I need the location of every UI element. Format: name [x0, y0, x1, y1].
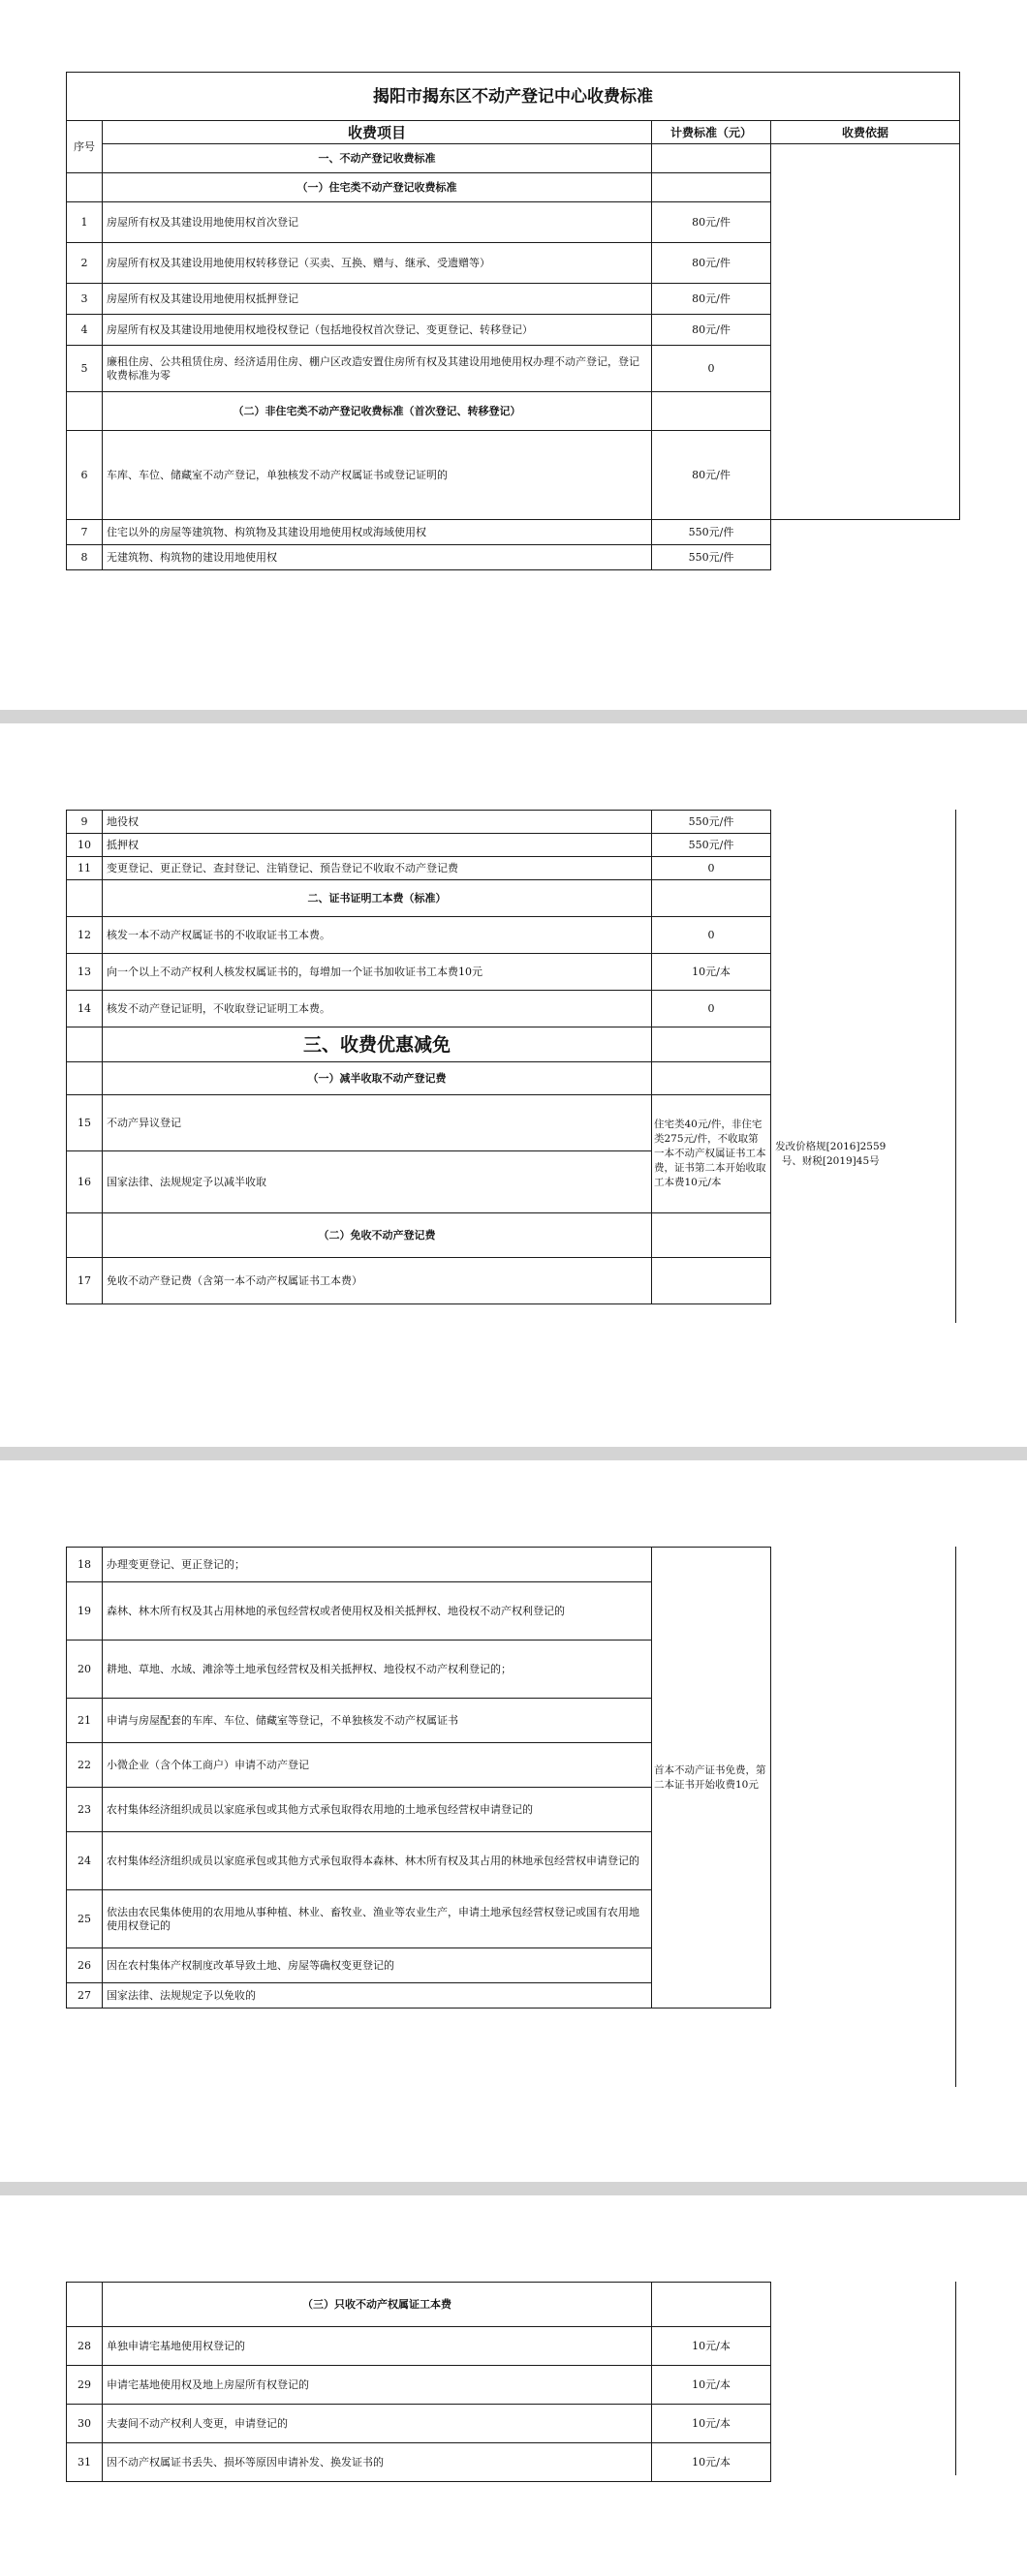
empty-cell	[652, 1062, 771, 1095]
table-row: 8 无建筑物、构筑物的建设用地使用权 550元/件	[67, 545, 960, 570]
page-separator	[0, 710, 1027, 723]
table-row: 18 办理变更登记、更正登记的； 首本不动产证书免费，第二本证书开始收费10元	[67, 1548, 890, 1582]
column-line	[955, 1547, 956, 2087]
header-no: 序号	[67, 121, 103, 173]
fee-table-part3	[66, 1547, 890, 2009]
page-separator	[0, 2182, 1027, 2195]
empty-cell	[652, 1027, 771, 1062]
free-fee-standard: 首本不动产证书免费，第二本证书开始收费10元	[652, 1548, 771, 2009]
page-separator	[0, 1447, 1027, 1460]
subsection-heading: （三）只收不动产权属证工本费	[103, 2283, 652, 2327]
table-row: 22 小微企业（含个体工商户）申请不动产登记	[67, 1743, 890, 1788]
table-row: 9 地役权 550元/件	[67, 811, 890, 834]
table-row: 1 房屋所有权及其建设用地使用权首次登记 80元/件	[67, 202, 960, 243]
empty-cell	[67, 1062, 103, 1095]
empty-cell	[67, 1027, 103, 1062]
table-row: 20 耕地、草地、水域、滩涂等土地承包经营权及相关抵押权、地役权不动产权利登记的；	[67, 1641, 890, 1699]
table-row: 30 夫妻间不动产权利人变更，申请登记的 10元/本	[67, 2405, 771, 2443]
fee-basis: 发改价格规[2016]2559号、财税[2019]45号	[775, 1140, 887, 1167]
table-row: 27 国家法律、法规规定予以免收的	[67, 1983, 890, 2009]
half-fee-standard: 住宅类40元/件，非住宅类275元/件，不收取第一本不动产权属证书工本费，证书第二本开始收取工本费10元/本	[652, 1095, 771, 1213]
table-row: 17 免收不动产登记费（含第一本不动产权属证书工本费）	[67, 1258, 890, 1304]
table-row: 16 国家法律、法规规定予以减半收取	[67, 1151, 890, 1213]
subsection-heading: （二）非住宅类不动产登记收费标准（首次登记、转移登记）	[103, 392, 652, 431]
basis-cell	[771, 144, 960, 520]
table-row: 10 抵押权 550元/件	[67, 834, 890, 857]
table-row: 13 向一个以上不动产权利人核发权属证书的，每增加一个证书加收证书工本费10元 10元/本	[67, 954, 890, 991]
subsection-heading: （一）减半收取不动产登记费	[103, 1062, 652, 1095]
table-row: 31 因不动产权属证书丢失、损坏等原因申请补发、换发证书的 10元/本	[67, 2443, 771, 2482]
table-row: 28 单独申请宅基地使用权登记的 10元/本	[67, 2327, 771, 2366]
table-row: 19 森林、林木所有权及其占用林地的承包经营权或者使用权及相关抵押权、地役权不动产权利登记的	[67, 1582, 890, 1641]
table-row: 24 农村集体经济组织成员以家庭承包或其他方式承包取得本森林、林木所有权及其占用的林地承包经营权申请登记的	[67, 1832, 890, 1890]
table-row: 21 申请与房屋配套的车库、车位、储藏室等登记，不单独核发不动产权属证书	[67, 1699, 890, 1743]
table-row: 23 农村集体经济组织成员以家庭承包或其他方式承包取得农用地的土地承包经营权申请登记的	[67, 1788, 890, 1832]
empty-cell	[67, 1213, 103, 1258]
section-heading: 一、不动产登记收费标准	[103, 144, 652, 173]
empty-cell	[652, 144, 771, 173]
empty-cell	[652, 1258, 771, 1304]
header-standard: 计费标准（元）	[652, 121, 771, 144]
empty-cell	[652, 1213, 771, 1258]
empty-cell	[652, 392, 771, 431]
table-row: 26 因在农村集体产权制度改革导致土地、房屋等确权变更登记的	[67, 1948, 890, 1983]
subsection-heading: （二）免收不动产登记费	[103, 1213, 652, 1258]
table-row: 3 房屋所有权及其建设用地使用权抵押登记 80元/件	[67, 284, 960, 315]
empty-cell	[67, 880, 103, 917]
header-basis: 收费依据	[771, 121, 960, 144]
empty-cell	[67, 173, 103, 202]
empty-cell	[652, 2283, 771, 2327]
table-row: 11 变更登记、更正登记、查封登记、注销登记、预告登记不收取不动产登记费 0	[67, 857, 890, 880]
header-item: 收费项目	[103, 121, 652, 144]
table-row: 6 车库、车位、储藏室不动产登记，单独核发不动产权属证书或登记证明的 80元/件	[67, 431, 960, 520]
column-line	[955, 2282, 956, 2475]
empty-cell	[652, 880, 771, 917]
fee-table-part2	[66, 810, 890, 1304]
table-row: 2 房屋所有权及其建设用地使用权转移登记（买卖、互换、赠与、继承、受遗赠等） 80元/件	[67, 243, 960, 284]
table-row: 12 核发一本不动产权属证书的不收取证书工本费。 0	[67, 917, 890, 954]
section-heading: 三、收费优惠减免	[103, 1027, 652, 1062]
section-heading: 二、证书证明工本费（标准）	[103, 880, 652, 917]
empty-cell	[652, 173, 771, 202]
empty-cell	[67, 392, 103, 431]
fee-table-part1	[66, 72, 960, 570]
empty-cell	[67, 2283, 103, 2327]
table-row: 7 住宅以外的房屋等建筑物、构筑物及其建设用地使用权或海域使用权 550元/件	[67, 520, 960, 545]
fee-table-part4	[66, 2282, 771, 2482]
table-row: 25 依法由农民集体使用的农用地从事种植、林业、畜牧业、渔业等农业生产，申请土地承包经营权登记或国有农用地使用权登记的	[67, 1890, 890, 1948]
table-row: 5 廉租住房、公共租赁住房、经济适用住房、棚户区改造安置住房所有权及其建设用地使用权办理不动产登记，登记收费标准为零 0	[67, 346, 960, 392]
column-line	[955, 810, 956, 1323]
table-title: 揭阳市揭东区不动产登记中心收费标准	[67, 73, 960, 121]
table-row: 14 核发不动产登记证明，不收取登记证明工本费。 0	[67, 991, 890, 1027]
table-row: 4 房屋所有权及其建设用地使用权地役权登记（包括地役权首次登记、变更登记、转移登记） 80元/件	[67, 315, 960, 346]
table-row: 15 不动产异议登记 住宅类40元/件，非住宅类275元/件，不收取第一本不动产权属证书工本费，证书第二本开始收取工本费10元/本 发改价格规[2016]2559号、财税[2019]45号	[67, 1095, 890, 1151]
table-row: 29 申请宅基地使用权及地上房屋所有权登记的 10元/本	[67, 2366, 771, 2405]
subsection-heading: （一）住宅类不动产登记收费标准	[103, 173, 652, 202]
